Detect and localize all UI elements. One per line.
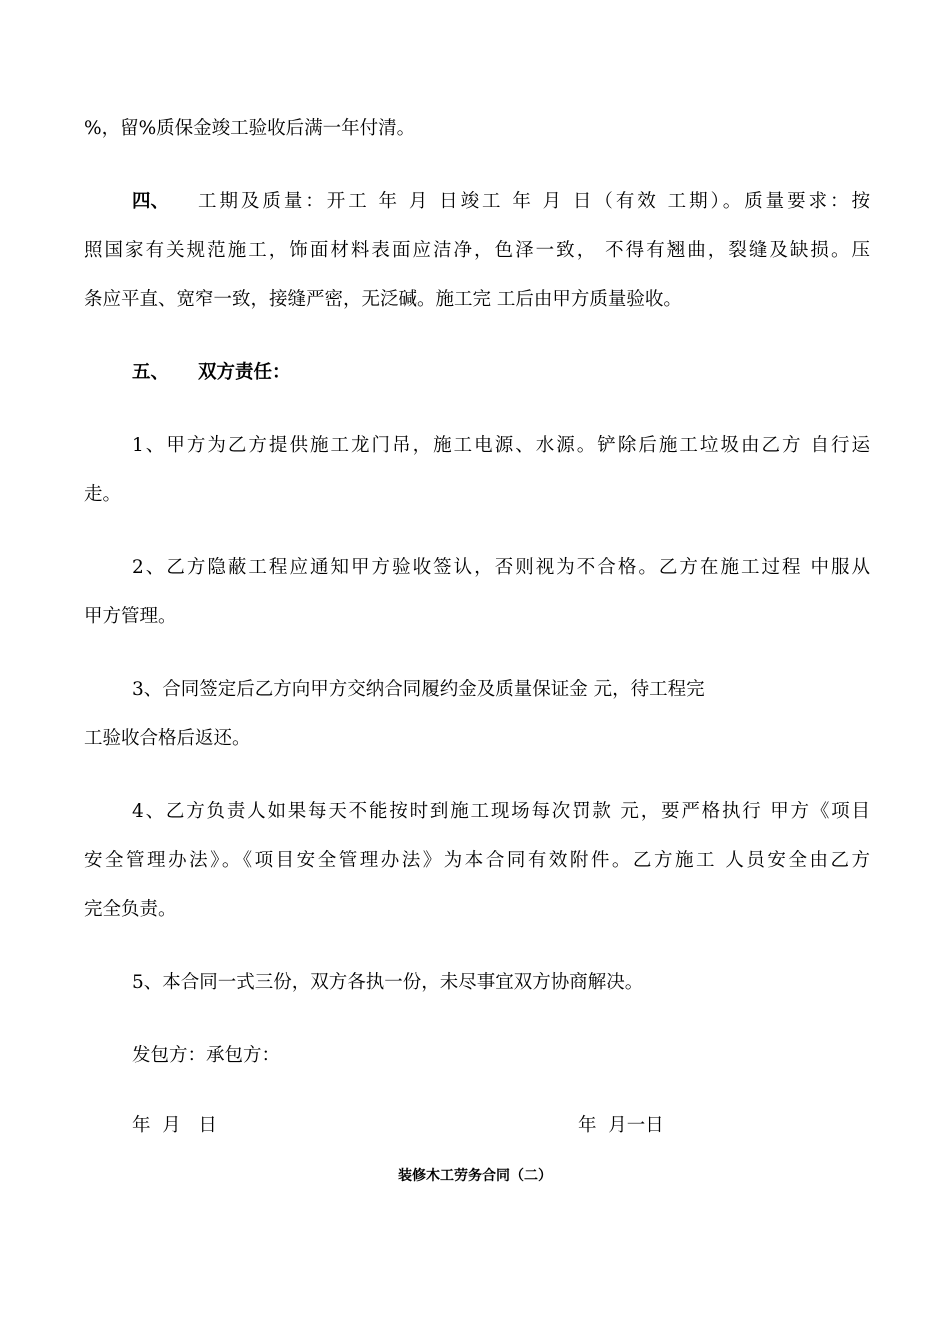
item-3-line-2: 工验收合格后返还。 [84,728,251,749]
section-4-line-2: 照国家有关规范施工，饰面材料表面应洁净，色泽一致， 不得有翘曲，裂缝及缺损。压 [84,240,870,261]
item-4-line-2: 安全管理办法》。《项目安全管理办法》为本合同有效附件。乙方施工 人员安全由乙方 [84,850,870,871]
item-5-line-1: 5、本合同一式三份，双方各执一份，未尽事宜双方协商解决。 [132,972,644,993]
date-left: 年 月 日 [132,1115,217,1136]
section-5-heading: 双方责任： [198,362,291,383]
item-4-line-3: 完全负责。 [84,899,177,920]
item-2-line-2: 甲方管理。 [84,606,177,627]
item-1-line-2: 走。 [84,484,122,505]
section-4-line-3: 条应平直、宽窄一致，接缝严密，无泛碱。施工完 工后由甲方质量验收。 [84,289,682,310]
item-2-line-1: 2、乙方隐蔽工程应通知甲方验收签认，否则视为不合格。乙方在施工过程 中服从 [132,557,870,578]
item-4-line-1: 4、乙方负责人如果每天不能按时到施工现场每次罚款 元，要严格执行 甲方《项目 [132,801,870,822]
section-4-line-1: 工期及质量：开工 年 月 日竣工 年 月 日（有效 工期）。质量要求：按 [198,191,870,212]
date-right: 年 月一日 [578,1115,664,1136]
section-5-number: 五、 [132,362,170,383]
section-4-number: 四、 [132,191,170,212]
item-3-line-1: 3、合同签定后乙方向甲方交纳合同履约金及质量保证金 元，待工程完 [132,679,705,700]
item-1-line-1: 1、甲方为乙方提供施工龙门吊，施工电源、水源。铲除后施工垃圾由乙方 自行运 [132,435,870,456]
next-contract-title: 装修木工劳务合同（二） [398,1168,552,1184]
parties-line: 发包方：承包方： [132,1045,281,1066]
retention-clause: %，留%质保金竣工验收后满一年付清。 [84,118,416,139]
